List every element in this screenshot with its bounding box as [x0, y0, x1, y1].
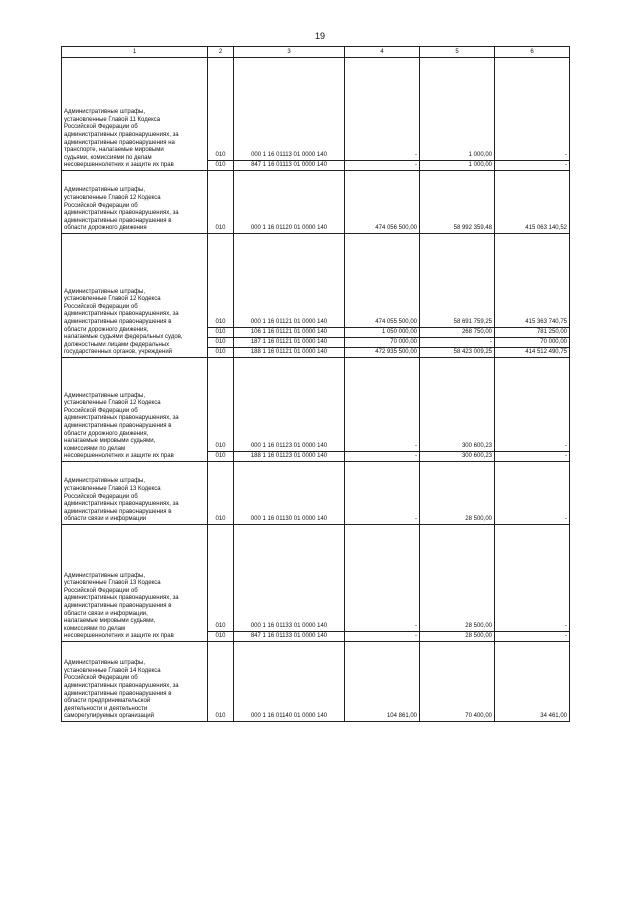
executed-amount-cell: 300 600,23: [420, 358, 495, 452]
approved-amount-cell: -: [345, 452, 420, 462]
budget-classification-code-cell: 847 1 16 01133 01 0000 140: [234, 632, 345, 642]
executed-amount-cell: 70 400,00: [420, 642, 495, 722]
line-code-cell: 010: [208, 58, 234, 161]
line-code-cell: 010: [208, 525, 234, 632]
executed-amount-cell: 58 423 009,25: [420, 348, 495, 358]
table-row: [62, 171, 570, 234]
approved-amount-cell: 472 935 500,00: [345, 348, 420, 358]
approved-amount-cell: -: [345, 632, 420, 642]
header-cell: 5: [420, 47, 495, 58]
indicator-name-cell: Административные штрафы, установленные Главой 14 Кодекса Российской Федерации об административных правонарушениях, за административные правонарушения в области предпринимательской деятельности и деятельности саморегулируемых организаций: [62, 642, 208, 722]
header-cell: 1: [62, 47, 208, 58]
approved-amount-cell: -: [345, 525, 420, 632]
unexecuted-amount-cell: 781 250,00: [495, 328, 570, 338]
line-code-cell: 010: [208, 348, 234, 358]
line-code-cell: 010: [208, 462, 234, 525]
line-code-cell: 010: [208, 452, 234, 462]
approved-amount-cell: -: [345, 358, 420, 452]
approved-amount-cell: 474 055 500,00: [345, 234, 420, 328]
unexecuted-amount-cell: 415 363 740,75: [495, 234, 570, 328]
approved-amount-cell: -: [345, 161, 420, 171]
executed-amount-cell: 58 992 359,48: [420, 171, 495, 234]
executed-amount-cell: 300 600,23: [420, 452, 495, 462]
unexecuted-amount-cell: -: [495, 525, 570, 632]
unexecuted-amount-cell: -: [495, 462, 570, 525]
indicator-name-cell: Административные штрафы, установленные Главой 12 Кодекса Российской Федерации об административных правонарушениях, за административные правонарушения в области дорожного движения, налагаемые мировыми судьями, комиссиями по делам несовершеннолетних и защите их прав: [62, 358, 208, 462]
budget-classification-code-cell: 106 1 16 01121 01 0000 140: [234, 328, 345, 338]
unexecuted-amount-cell: 70 000,00: [495, 338, 570, 348]
unexecuted-amount-cell: 34 461,00: [495, 642, 570, 722]
unexecuted-amount-cell: 414 512 490,75: [495, 348, 570, 358]
budget-classification-code-cell: 188 1 16 01121 01 0000 140: [234, 348, 345, 358]
line-code-cell: 010: [208, 642, 234, 722]
approved-amount-cell: 104 861,00: [345, 642, 420, 722]
budget-classification-code-cell: 000 1 16 01130 01 0000 140: [234, 462, 345, 525]
table-row: [62, 462, 570, 525]
unexecuted-amount-cell: 415 063 140,52: [495, 171, 570, 234]
page-number: 19: [314, 31, 325, 41]
line-code-cell: 010: [208, 328, 234, 338]
approved-amount-cell: 70 000,00: [345, 338, 420, 348]
table-row: [62, 525, 570, 632]
unexecuted-amount-cell: -: [495, 452, 570, 462]
budget-classification-code-cell: 847 1 16 01113 01 0000 140: [234, 161, 345, 171]
line-code-cell: 010: [208, 338, 234, 348]
budget-classification-code-cell: 000 1 16 01121 01 0000 140: [234, 234, 345, 328]
approved-amount-cell: 474 056 500,00: [345, 171, 420, 234]
budget-classification-code-cell: 187 1 16 01121 01 0000 140: [234, 338, 345, 348]
executed-amount-cell: 1 000,00: [420, 161, 495, 171]
budget-classification-code-cell: 000 1 16 01113 01 0000 140: [234, 58, 345, 161]
executed-amount-cell: -: [420, 338, 495, 348]
table-row: [62, 58, 570, 161]
header-cell: 6: [495, 47, 570, 58]
unexecuted-amount-cell: -: [495, 161, 570, 171]
executed-amount-cell: 28 500,00: [420, 632, 495, 642]
executed-amount-cell: 58 691 759,25: [420, 234, 495, 328]
approved-amount-cell: -: [345, 462, 420, 525]
line-code-cell: 010: [208, 171, 234, 234]
indicator-name-cell: Административные штрафы, установленные Главой 11 Кодекса Российской Федерации об административных правонарушениях, за административные правонарушения на транспорте, налагаемые мировыми судьями, комиссиями по делам несовершеннолетних и защите их прав: [62, 58, 208, 171]
line-code-cell: 010: [208, 234, 234, 328]
line-code-cell: 010: [208, 632, 234, 642]
line-code-cell: 010: [208, 358, 234, 452]
header-cell: 4: [345, 47, 420, 58]
budget-classification-code-cell: 000 1 16 01133 01 0000 140: [234, 525, 345, 632]
header-cell: 2: [208, 47, 234, 58]
unexecuted-amount-cell: -: [495, 632, 570, 642]
line-code-cell: 010: [208, 161, 234, 171]
approved-amount-cell: -: [345, 58, 420, 161]
budget-classification-code-cell: 188 1 16 01123 01 0000 140: [234, 452, 345, 462]
budget-classification-code-cell: 000 1 16 01123 01 0000 140: [234, 358, 345, 452]
executed-amount-cell: 268 750,00: [420, 328, 495, 338]
budget-classification-code-cell: 000 1 16 01140 01 0000 140: [234, 642, 345, 722]
executed-amount-cell: 28 500,00: [420, 525, 495, 632]
indicator-name-cell: Административные штрафы, установленные Главой 12 Кодекса Российской Федерации об административных правонарушениях, за административные правонарушения в области дорожного движения, налагаемые судьями федеральных судов, должностными лицами федеральных государственных органов, учреждений: [62, 234, 208, 358]
report-table: [61, 46, 570, 722]
header-row: [62, 47, 570, 58]
indicator-name-cell: Административные штрафы, установленные Главой 12 Кодекса Российской Федерации об административных правонарушениях, за административные правонарушения в области дорожного движения: [62, 171, 208, 234]
executed-amount-cell: 1 000,00: [420, 58, 495, 161]
executed-amount-cell: 28 500,00: [420, 462, 495, 525]
approved-amount-cell: 1 050 000,00: [345, 328, 420, 338]
unexecuted-amount-cell: -: [495, 58, 570, 161]
header-cell: 3: [234, 47, 345, 58]
budget-classification-code-cell: 000 1 16 01120 01 0000 140: [234, 171, 345, 234]
indicator-name-cell: Административные штрафы, установленные Главой 13 Кодекса Российской Федерации об административных правонарушениях, за административные правонарушения в области связи и информации, налагаемые мировыми судьями, комиссиями по делам несовершеннолетних и защите их прав: [62, 525, 208, 642]
table-row: [62, 234, 570, 328]
unexecuted-amount-cell: -: [495, 358, 570, 452]
indicator-name-cell: Административные штрафы, установленные Главой 13 Кодекса Российской Федерации об административных правонарушениях, за административные правонарушения в области связи и информации: [62, 462, 208, 525]
table-row: [62, 358, 570, 452]
table-row: [62, 642, 570, 722]
